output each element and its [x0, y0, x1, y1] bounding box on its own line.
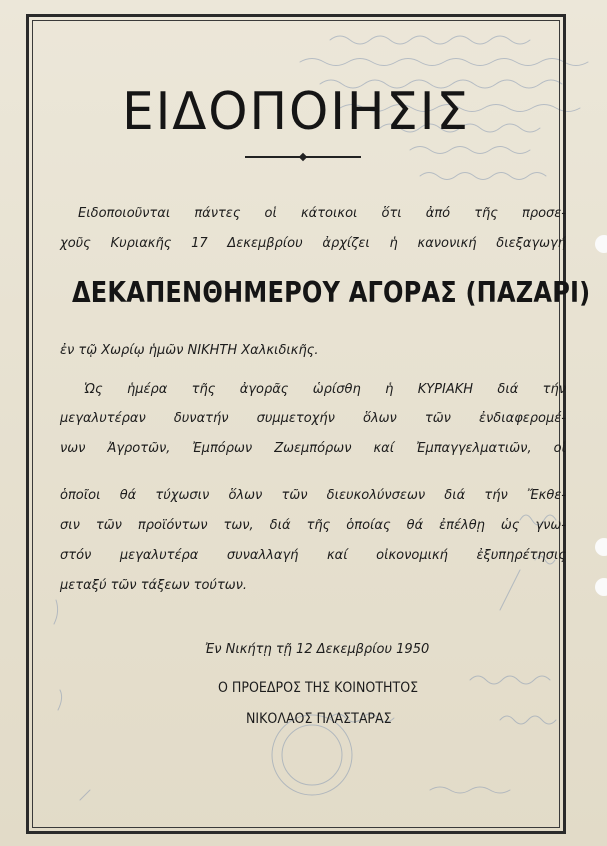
notice-line-3: ἐν τῷ Χωρίῳ ἡμῶν ΝΙΚΗΤΗ Χαλκιδικῆς.: [60, 343, 319, 358]
notice-headline: ΔΕΚΑΠΕΝΘΗΜΕΡΟΥ ΑΓΟΡΑΣ (ΠΑΖΑΡΙ): [72, 276, 591, 309]
date-line: Ἐν Νικήτῃ τῇ 12 Δεκεμβρίου 1950: [205, 642, 430, 657]
notice-title: ΕΙΔΟΠΟΙΗΣΙΣ: [122, 82, 470, 142]
paragraph2-line-2: μεγαλυτέραν δυνατήν συμμετοχήν ὅλων τῶν ἐνδιαφερομέ-: [60, 411, 566, 426]
notice-line-2: χοῦς Κυριακῆς 17 Δεκεμβρίου ἀρχίζει ἡ κανονική διεξαγωγή: [60, 236, 566, 251]
paragraph2-line-5: σιν τῶν προϊόντων των, διά τῆς ὁποίας θά ἐπέλθῃ ὡς γνω-: [60, 518, 566, 533]
signer-name: ΝΙΚΟΛΑΟΣ ΠΛΑΣΤΑΡΑΣ: [246, 711, 392, 727]
paragraph2-line-6: στόν μεγαλυτέρα συναλλαγή καί οἰκονομική ἐξυπηρέτησις: [60, 548, 566, 563]
punch-hole-bottom: [595, 578, 607, 596]
paragraph2-line-3: νων Ἀγροτῶν, Ἐμπόρων Ζωεμπόρων καί Ἐμπαγγελματιῶν, οἱ: [60, 441, 566, 456]
punch-hole-top: [595, 235, 607, 253]
paragraph2-line-1: Ὡς ἡμέρα τῆς ἀγορᾶς ὡρίσθη ἡ ΚΥΡΙΑΚΗ διά τήν: [84, 382, 566, 397]
paragraph2-line-4: ὁποῖοι θά τύχωσιν ὅλων τῶν διευκολύνσεων διά τήν Ἔκθε-: [60, 488, 566, 503]
paragraph2-line-7: μεταξύ τῶν τάξεων τούτων.: [60, 578, 248, 593]
signer-title: Ο ΠΡΟΕΔΡΟΣ ΤΗΣ ΚΟΙΝΟΤΗΤΟΣ: [218, 680, 419, 696]
punch-hole-middle: [595, 538, 607, 556]
ornamental-rule: [245, 156, 361, 158]
notice-line-1: Ειδοποιοῦνται πάντες οἱ κάτοικοι ὅτι ἀπό τῆς προσε-: [78, 206, 566, 221]
